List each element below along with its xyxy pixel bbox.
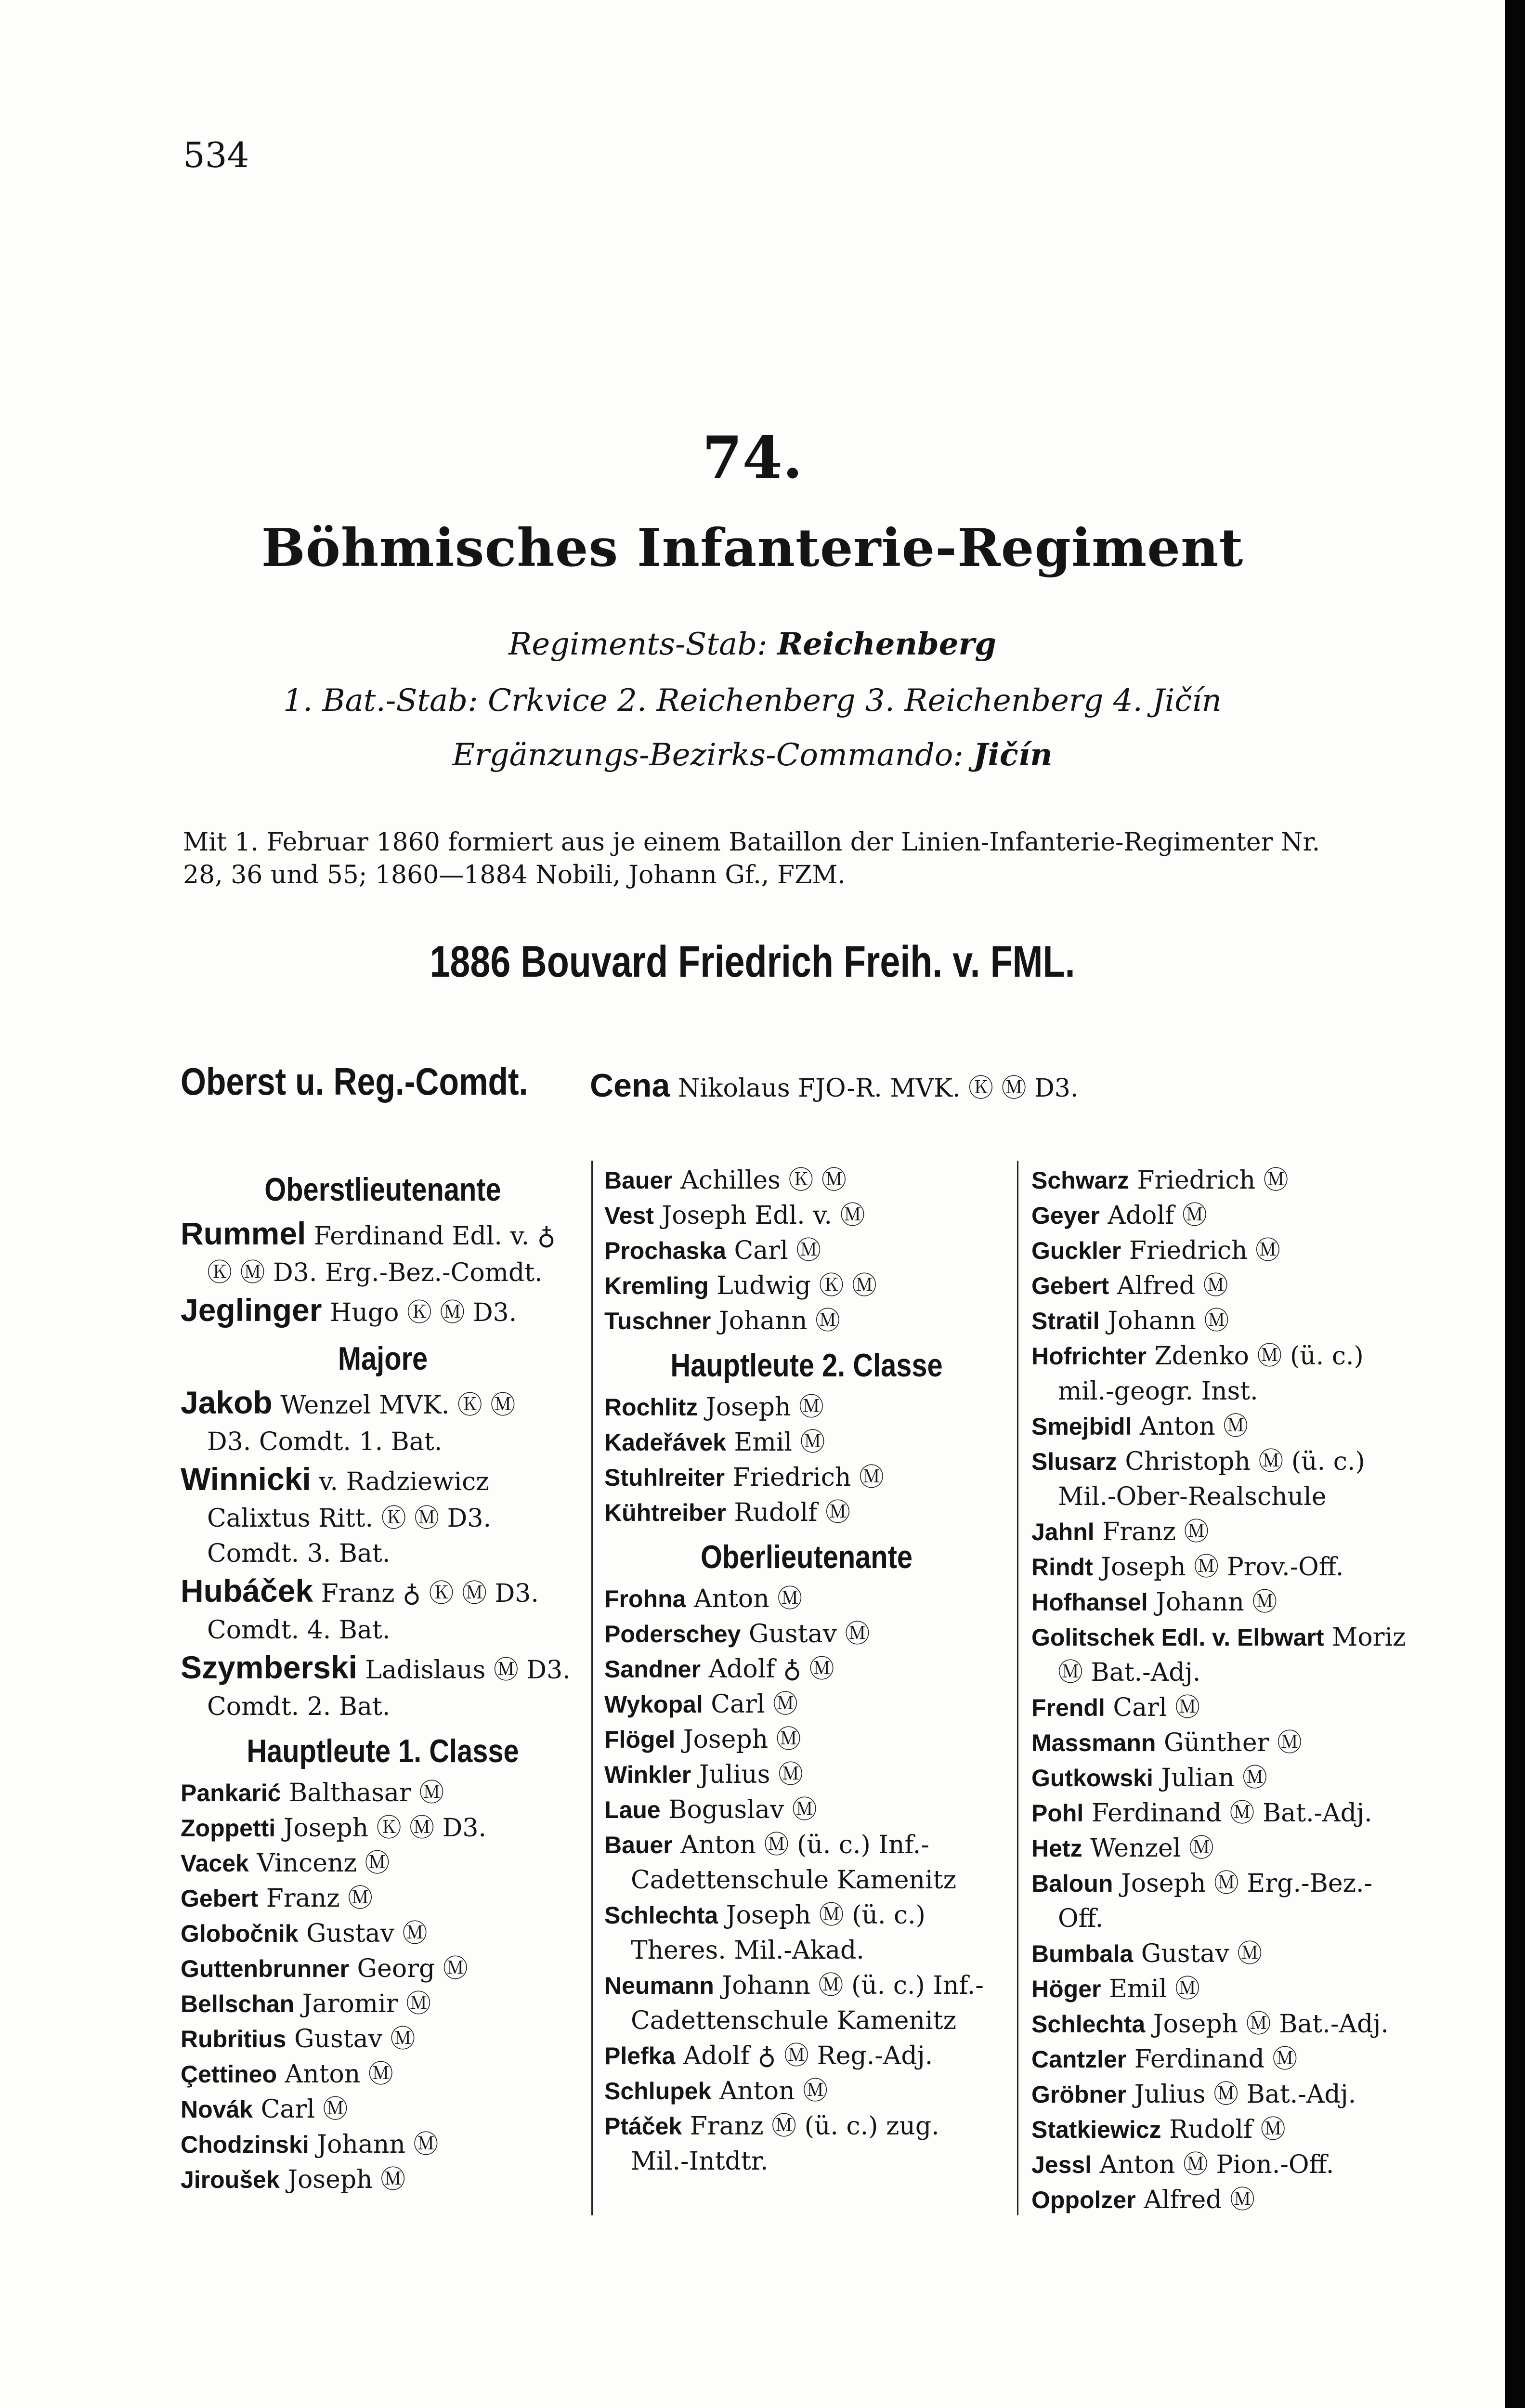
roster-column-1: [181, 1163, 585, 2198]
rank-heading: Oberlieutenante: [700, 1539, 913, 1575]
roster-entry-continuation: [604, 1933, 1009, 1968]
officer-details: Joseph Ⓜ: [705, 1393, 824, 1422]
roster-entry: [1031, 1269, 1446, 1304]
officer-surname: Jahnl: [1031, 1518, 1095, 1545]
roster-entry: [1031, 1409, 1446, 1444]
roster-entry: [1031, 1515, 1446, 1550]
officer-details: Johann Ⓜ: [1108, 1307, 1229, 1335]
officer-details: Theres. Mil.-Akad.: [631, 1936, 864, 1965]
officer-details: Joseph Ⓚ Ⓜ D3.: [283, 1814, 486, 1843]
roster-entry: [1031, 1304, 1446, 1339]
officer-details: Georg Ⓜ: [357, 1954, 468, 1983]
officer-details: Johann Ⓜ: [718, 1307, 841, 1335]
roster-entry: [604, 1495, 1009, 1531]
roster-entry: [1031, 2183, 1446, 2218]
officer-details: Mil.-Intdtr.: [631, 2147, 769, 2176]
officer-details: Carl Ⓜ: [1113, 1693, 1200, 1722]
roster-entry: [604, 1617, 1009, 1652]
roster-entry-continuation: [181, 1613, 585, 1648]
officer-surname: Guttenbrunner: [181, 1955, 349, 1982]
officer-surname: Szymberski: [181, 1649, 357, 1685]
roster-entry: [604, 2074, 1009, 2109]
officer-surname: Ptáček: [604, 2113, 682, 2140]
roster-entry: [181, 1846, 585, 1881]
roster-entry-continuation: [181, 1536, 585, 1571]
officer-surname: Winnicki: [181, 1461, 311, 1497]
roster-column-2: [604, 1163, 1009, 2179]
roster-entry: [181, 1881, 585, 1916]
officer-details: Joseph Ⓜ: [683, 1725, 801, 1754]
officer-details: Ⓜ Bat.-Adj.: [1058, 1658, 1201, 1687]
roster-entry: [1031, 1726, 1446, 1761]
roster-entry: [1031, 1866, 1446, 1901]
roster-entry: [181, 1291, 585, 1332]
roster-entry: [604, 1198, 1009, 1233]
officer-details: Friedrich Ⓜ: [1129, 1236, 1281, 1265]
roster-entry: [181, 1776, 585, 1811]
officer-surname: Golitschek Edl. v. Elbwart: [1031, 1624, 1324, 1651]
officer-surname: Höger: [1031, 1976, 1101, 2002]
officer-details: Ludwig Ⓚ Ⓜ: [717, 1271, 877, 1300]
roster-entry-continuation: [181, 1501, 585, 1536]
column-rule: [591, 1161, 593, 2215]
rank-heading: Majore: [338, 1340, 428, 1377]
officer-details: Hugo Ⓚ Ⓜ D3.: [329, 1298, 517, 1327]
roster-entry: [181, 2057, 585, 2092]
officer-details: Carl Ⓜ: [711, 1690, 798, 1719]
officer-details: Julius Ⓜ Bat.-Adj.: [1134, 2080, 1356, 2109]
officer-details: Rudolf Ⓜ: [1169, 2115, 1286, 2144]
officer-surname: Bauer: [604, 1167, 673, 1194]
officer-details: Johann Ⓜ: [1156, 1588, 1277, 1617]
officer-details: Julian Ⓜ: [1161, 1764, 1267, 1793]
roster-entry: [181, 1460, 585, 1501]
officer-details: Wenzel MVK. Ⓚ Ⓜ: [280, 1391, 516, 1420]
roster-entry: [604, 1793, 1009, 1828]
officer-details: Anton Ⓜ: [719, 2077, 828, 2106]
roster-entry: [604, 1898, 1009, 1933]
officer-surname: Pohl: [1031, 1800, 1084, 1827]
officer-surname: Sandner: [604, 1656, 701, 1683]
roster-entry: [1031, 1163, 1446, 1198]
roster-entry-continuation: [181, 1256, 585, 1291]
officer-details: Ladislaus Ⓜ D3.: [365, 1656, 571, 1685]
officer-surname: Gebert: [1031, 1272, 1109, 1299]
roster-entry: [1031, 2147, 1446, 2183]
officer-surname: Çettineo: [181, 2061, 277, 2088]
officer-details: Jaromir Ⓜ: [302, 1989, 431, 2018]
officer-surname: Bumbala: [1031, 1940, 1134, 1967]
officer-details: Moriz: [1332, 1623, 1406, 1652]
officer-surname: Vest: [604, 1202, 654, 1229]
officer-details: Gustav Ⓜ: [306, 1919, 428, 1948]
officer-details: Wenzel Ⓜ: [1090, 1834, 1214, 1863]
officer-details: Comdt. 3. Bat.: [207, 1539, 391, 1568]
officer-details: Ferdinand Edl. v. ♁: [313, 1222, 556, 1251]
roster-entry: [181, 1648, 585, 1689]
officer-surname: Globočnik: [181, 1920, 299, 1947]
officer-details: Vincenz Ⓜ: [257, 1849, 390, 1878]
officer-surname: Poderschey: [604, 1621, 741, 1648]
roster-entry: [604, 1968, 1009, 2003]
roster-entry: [604, 1390, 1009, 1425]
officer-surname: Plefka: [604, 2042, 676, 2069]
scan-edge: [1505, 0, 1525, 2408]
officer-details: Günther Ⓜ: [1163, 1728, 1303, 1757]
officer-details: Gustav Ⓜ: [749, 1620, 870, 1649]
oberst-entry: [590, 1067, 1078, 1104]
officer-details: Comdt. 2. Bat.: [207, 1692, 391, 1721]
roster-entry: [604, 2109, 1009, 2144]
roster-entry: [604, 1233, 1009, 1269]
rank-heading: Oberstlieutenante: [264, 1171, 501, 1208]
erg-place: Jičín: [973, 737, 1053, 773]
officer-surname: Stratil: [1031, 1308, 1100, 1335]
officer-surname: Hofhansel: [1031, 1589, 1148, 1616]
officer-details: Ferdinand Ⓜ: [1134, 2045, 1298, 2074]
officer-details: Joseph Ⓜ (ü. c.): [726, 1901, 925, 1930]
officer-details: Anton Ⓜ Pion.-Off.: [1099, 2150, 1334, 2179]
officer-details: Alfred Ⓜ: [1117, 1271, 1228, 1300]
officer-details: Mil.-Ober-Realschule: [1058, 1482, 1327, 1511]
officer-details: mil.-geogr. Inst.: [1058, 1377, 1258, 1406]
page-number: 534: [183, 135, 249, 175]
roster-entry: [604, 1757, 1009, 1793]
officer-surname: Zoppetti: [181, 1815, 276, 1842]
column-rule: [1017, 1161, 1018, 2215]
officer-surname: Oppolzer: [1031, 2186, 1136, 2213]
officer-details: Emil Ⓜ: [734, 1428, 825, 1457]
officer-surname: Wykopal: [604, 1691, 703, 1718]
roster-entry-continuation: [1031, 1479, 1446, 1515]
roster-entry: [1031, 2112, 1446, 2147]
roster-entry: [1031, 1233, 1446, 1269]
officer-details: Franz Ⓜ (ü. c.) zug.: [690, 2112, 939, 2141]
roster-entry: [181, 1987, 585, 2022]
officer-details: Johann Ⓜ: [317, 2130, 439, 2159]
roster-entry-continuation: [604, 1863, 1009, 1898]
officer-surname: Baloun: [1031, 1870, 1113, 1897]
officer-surname: Schwarz: [1031, 1167, 1129, 1194]
officer-details: Ⓚ Ⓜ D3. Erg.-Bez.-Comdt.: [207, 1258, 543, 1287]
officer-details: Cadettenschule Kamenitz: [631, 2006, 956, 2035]
officer-surname: Hofrichter: [1031, 1343, 1147, 1370]
officer-details: Off.: [1058, 1904, 1104, 1933]
regiment-history: Mit 1. Februar 1860 formiert aus je einem Bataillon der Linien-Infanterie-Regimenter Nr. 28, 36 und 55; 1860—1884 Nobili, Johann Gf., FZM.: [183, 828, 1320, 890]
officer-surname: Schlechta: [1031, 2011, 1146, 2038]
roster-entry-continuation: [604, 2003, 1009, 2039]
roster-entry: [604, 1425, 1009, 1460]
officer-details: Joseph Edl. v. Ⓜ: [662, 1201, 865, 1230]
roster-entry: [604, 1828, 1009, 1863]
bat-stab-line: 1. Bat.-Stab: Crkvice 2. Reichenberg 3. Reichenberg 4. Jičín: [283, 683, 1222, 719]
rank-heading: Hauptleute 1. Classe: [247, 1733, 519, 1769]
roster-entry: [1031, 1972, 1446, 2007]
officer-surname: Frendl: [1031, 1694, 1105, 1721]
regiments-stab-line: [0, 626, 1505, 662]
roster-column-3: [1031, 1163, 1446, 2218]
roster-entry: [181, 2127, 585, 2162]
officer-details: Anton Ⓜ: [693, 1584, 803, 1613]
officer-details: Adolf ♁ Ⓜ Reg.-Adj.: [683, 2042, 933, 2070]
officer-surname: Kühtreiber: [604, 1499, 726, 1526]
officer-details: Ferdinand Ⓜ Bat.-Adj.: [1091, 1799, 1372, 1828]
officer-surname: Jessl: [1031, 2151, 1092, 2178]
regiment-inhaber: 1886 Bouvard Friedrich Freih. v. FML.: [430, 937, 1075, 986]
officer-surname: Slusarz: [1031, 1448, 1117, 1475]
roster-entry: [181, 2092, 585, 2127]
officer-details: Carl Ⓜ: [734, 1236, 821, 1265]
rank-heading: Hauptleute 2. Classe: [670, 1347, 943, 1384]
regiment-number: 74.: [702, 424, 803, 492]
roster-entry: [1031, 1761, 1446, 1796]
officer-surname: Flögel: [604, 1726, 676, 1753]
officer-surname: Prochaska: [604, 1237, 726, 1264]
roster-entry-continuation: [1031, 1901, 1446, 1937]
officer-details: Julius Ⓜ: [699, 1760, 803, 1789]
officer-surname: Vacek: [181, 1850, 249, 1877]
officer-details: Anton Ⓜ: [285, 2060, 393, 2089]
roster-entry: [1031, 1550, 1446, 1585]
officer-surname: Smejbidl: [1031, 1413, 1132, 1440]
roster-entry: [1031, 2077, 1446, 2112]
officer-details: Franz Ⓜ: [1102, 1518, 1209, 1546]
officer-surname: Schlupek: [604, 2078, 712, 2105]
officer-surname: Massmann: [1031, 1729, 1156, 1756]
officer-surname: Gutkowski: [1031, 1765, 1153, 1792]
roster-entry: [604, 1304, 1009, 1339]
roster-entry: [1031, 1444, 1446, 1479]
regiment-title: Böhmisches Infanterie-Regiment: [261, 518, 1244, 578]
officer-details: v. Radziewicz: [319, 1467, 489, 1496]
roster-entry: [604, 2039, 1009, 2074]
officer-details: Comdt. 4. Bat.: [207, 1616, 391, 1645]
roster-entry: [181, 1383, 585, 1425]
officer-surname: Schlechta: [604, 1902, 718, 1929]
roster-entry: [181, 1571, 585, 1613]
roster-entry: [604, 1460, 1009, 1495]
officer-surname: Novák: [181, 2096, 253, 2123]
officer-surname: Jakob: [181, 1385, 273, 1420]
roster-entry: [1031, 1620, 1446, 1655]
stab-place: Reichenberg: [777, 626, 996, 662]
officer-surname: Jeglinger: [181, 1292, 322, 1328]
roster-entry: [1031, 1690, 1446, 1726]
officer-details: Adolf ♁ Ⓜ: [708, 1655, 834, 1684]
officer-details: Gustav Ⓜ: [1141, 1939, 1263, 1968]
officer-surname: Geyer: [1031, 1202, 1100, 1229]
roster-entry: [1031, 1937, 1446, 1972]
officer-surname: Hetz: [1031, 1835, 1082, 1862]
officer-surname: Rochlitz: [604, 1394, 698, 1421]
roster-entry: [1031, 2042, 1446, 2077]
officer-details: Anton Ⓜ: [1139, 1412, 1249, 1441]
officer-details: Joseph Ⓜ Erg.-Bez.-: [1121, 1869, 1373, 1898]
officer-details: Emil Ⓜ: [1109, 1975, 1200, 2003]
officer-surname: Hubáček: [181, 1573, 313, 1609]
officer-surname: Jiroušek: [181, 2166, 280, 2193]
officer-details: Alfred Ⓜ: [1144, 2186, 1255, 2214]
officer-surname: Cantzler: [1031, 2046, 1127, 2073]
officer-surname: Gebert: [181, 1885, 259, 1912]
officer-surname: Rubritius: [181, 2026, 287, 2053]
roster-entry: [181, 1811, 585, 1846]
officer-details: Rudolf Ⓜ: [734, 1498, 850, 1527]
officer-surname: Rummel: [181, 1216, 306, 1251]
officer-surname: Kremling: [604, 1272, 709, 1299]
roster-entry: [181, 2022, 585, 2057]
officer-surname: Guckler: [1031, 1237, 1121, 1264]
officer-surname: Statkiewicz: [1031, 2116, 1161, 2143]
oberst-detail: Nikolaus FJO-R. MVK. Ⓚ Ⓜ D3.: [678, 1074, 1079, 1103]
roster-entry: [604, 1722, 1009, 1757]
officer-surname: Laue: [604, 1796, 661, 1823]
roster-entry-continuation: [604, 2144, 1009, 2179]
officer-details: Carl Ⓜ: [261, 2095, 348, 2124]
officer-surname: Frohna: [604, 1585, 686, 1612]
officer-details: Calixtus Ritt. Ⓚ Ⓜ D3.: [207, 1504, 491, 1533]
roster-entry: [181, 1916, 585, 1951]
roster-entry: [181, 1214, 585, 1256]
officer-details: Johann Ⓜ (ü. c.) Inf.-: [722, 1971, 984, 2000]
officer-details: Joseph Ⓜ Bat.-Adj.: [1153, 2010, 1389, 2039]
officer-surname: Winkler: [604, 1761, 691, 1788]
officer-details: Achilles Ⓚ Ⓜ: [680, 1166, 847, 1195]
roster-entry: [604, 1163, 1009, 1198]
officer-details: Gustav Ⓜ: [294, 2025, 416, 2054]
erg-label: Ergänzungs-Bezirks-Commando:: [452, 737, 964, 773]
officer-surname: Gröbner: [1031, 2081, 1127, 2108]
roster-entry-continuation: [1031, 1374, 1446, 1409]
officer-surname: Neumann: [604, 1972, 714, 1999]
officer-details: Boguslav Ⓜ: [668, 1795, 817, 1824]
officer-details: Joseph Ⓜ Prov.-Off.: [1101, 1553, 1344, 1582]
roster-entry: [1031, 2007, 1446, 2042]
officer-surname: Bauer: [604, 1832, 673, 1858]
officer-details: Franz Ⓜ: [266, 1884, 373, 1913]
officer-details: Christoph Ⓜ (ü. c.): [1125, 1447, 1365, 1476]
stab-label: Regiments-Stab:: [508, 627, 768, 662]
roster-entry: [604, 1652, 1009, 1687]
officer-details: Balthasar Ⓜ: [289, 1779, 444, 1807]
roster-entry: [181, 1951, 585, 1987]
roster-entry: [604, 1687, 1009, 1722]
officer-details: Zdenko Ⓜ (ü. c.): [1154, 1342, 1364, 1371]
officer-details: Anton Ⓜ (ü. c.) Inf.-: [680, 1831, 929, 1859]
oberst-name: Cena: [590, 1067, 670, 1104]
officer-surname: Stuhlreiter: [604, 1464, 725, 1491]
roster-entry: [1031, 1198, 1446, 1233]
roster-entry-continuation: [181, 1689, 585, 1725]
officer-surname: Chodzinski: [181, 2131, 309, 2158]
officer-details: Adolf Ⓜ: [1108, 1201, 1207, 1230]
oberst-label: Oberst u. Reg.-Comdt.: [181, 1060, 528, 1103]
officer-surname: Tuschner: [604, 1308, 711, 1335]
officer-surname: Kadeřávek: [604, 1429, 726, 1456]
roster-entry: [1031, 1585, 1446, 1620]
roster-entry: [1031, 1339, 1446, 1374]
roster-entry: [604, 1269, 1009, 1304]
roster-entry: [181, 2162, 585, 2198]
roster-entry: [1031, 1831, 1446, 1866]
officer-surname: Pankarić: [181, 1780, 281, 1806]
ergaenzungs-line: [0, 737, 1505, 773]
officer-details: Franz ♁ Ⓚ Ⓜ D3.: [321, 1579, 539, 1608]
officer-surname: Bellschan: [181, 1990, 295, 2017]
roster-entry: [604, 1582, 1009, 1617]
roster-entry-continuation: [181, 1425, 585, 1460]
officer-details: Friedrich Ⓜ: [1137, 1166, 1289, 1195]
officer-details: Cadettenschule Kamenitz: [631, 1866, 956, 1895]
officer-details: D3. Comdt. 1. Bat.: [207, 1427, 443, 1456]
roster-entry-continuation: [1031, 1655, 1446, 1690]
officer-details: Friedrich Ⓜ: [732, 1463, 884, 1492]
roster-entry: [1031, 1796, 1446, 1831]
officer-surname: Rindt: [1031, 1554, 1093, 1581]
officer-details: Joseph Ⓜ: [287, 2165, 406, 2194]
